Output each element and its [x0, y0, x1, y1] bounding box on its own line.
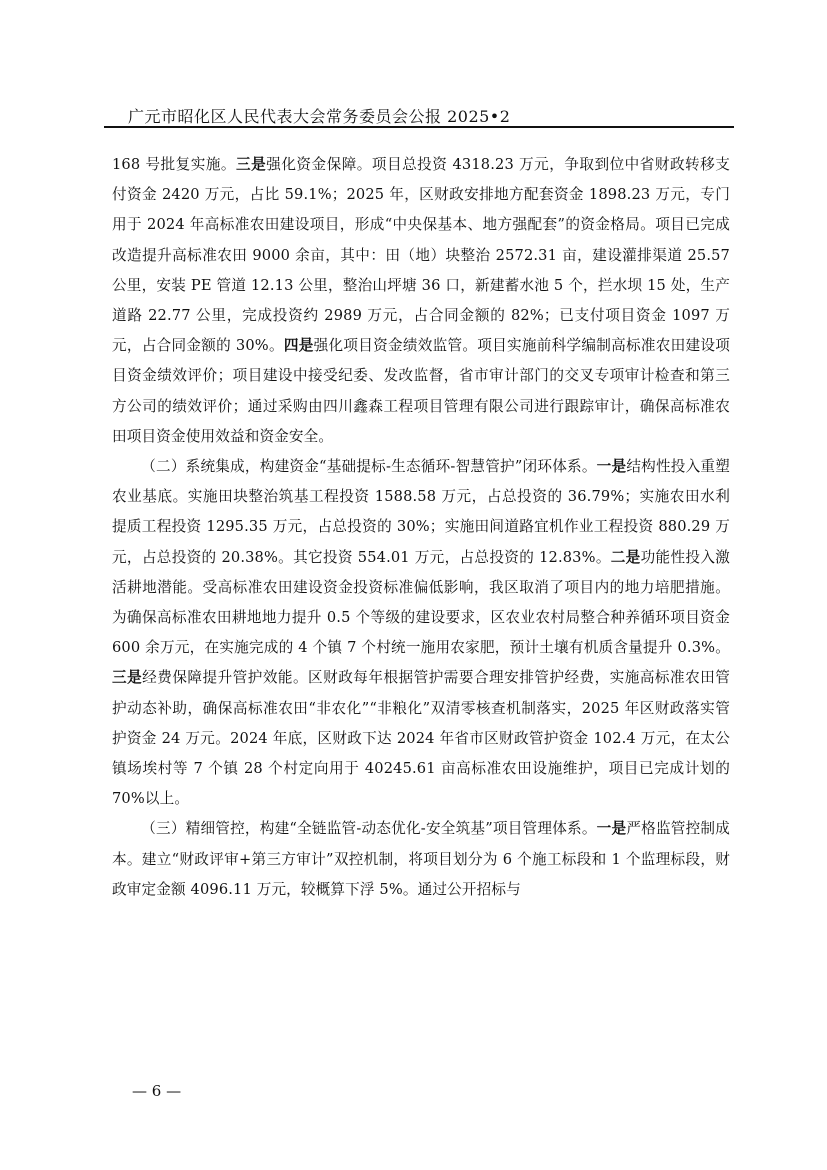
header-divider [104, 126, 734, 128]
paragraph-fine-control [112, 814, 730, 905]
section-heading: （二）系统集成，构建资金“基础提标-生态循环-智慧管护”闭环体系。 [141, 458, 597, 476]
emphasis-label: 三是 [236, 156, 267, 173]
bulletin-header-title: 广元市昭化区人民代表大会常务委员会公报 2025•2 [128, 107, 511, 126]
paragraph-text: 功能性投入激活耕地潜能。受高标准农田建设资金投资标准偏低影响，我区取消了项目内的地力培肥措施。为确保高标准农田耕地地力提升 0.5 个等级的建设要求，区农业农村局整合种养循环项目资金 600 余万元，在实施完成的 4 个镇 7 个村统一施用农家肥，预计土壤有机质含量提升 0.3%。 [112, 548, 730, 657]
paragraph-text: 强化项目资金绩效监管。项目实施前科学编制高标准农田建设项目资金绩效评价；项目建设中接受纪委、发改监督，省市审计部门的交叉专项审计检查和第三方公司的绩效评价；通过采购由四川鑫森工程项目管理有限公司进行跟踪审计，确保高标准农田项目资金使用效益和资金安全。 [112, 337, 730, 445]
emphasis-label: 三是 [112, 669, 143, 687]
paragraph-funding-guarantee [112, 150, 730, 452]
section-heading: （三）精细管控，构建“全链监管-动态优化-安全筑基”项目管理体系。 [141, 820, 597, 838]
page-number: — 6 — [132, 1082, 182, 1100]
emphasis-label: 一是 [596, 820, 627, 838]
document-body [112, 150, 730, 905]
emphasis-label: 一是 [596, 458, 627, 476]
paragraph-text: 结构性投入重塑农业基底。实施田块整治筑基工程投资 1588.58 万元，占总投资的 36.79%；实施农田水利提质工程投资 1295.35 万元，占总投资的 30%；实施田间道路宜机作业工程投资 880.29 万元，占总投资的 20.38%。其它投资 554.01 万元，占总投资的 12.83%。 [112, 458, 730, 566]
paragraph-text: 168 号批复实施。 [112, 156, 237, 173]
emphasis-label: 二是 [610, 548, 641, 566]
paragraph-text: 严格监管控制成本。建立“财政评审+第三方审计”双控机制，将项目划分为 6 个施工标段和 1 个监理标段，财政审定金额 4096.11 万元，较概算下浮 5%。通过公开招标与 [112, 820, 730, 898]
paragraph-text: 经费保障提升管护效能。区财政每年根据管护需要合理安排管护经费，实施高标准农田管护动态补助，确保高标准农田“非农化”“非粮化”双清零核查机制落实，2025 年区财政落实管护资金 24 万元。2024 年底，区财政下达 2024 年省市区财政管护资金 102.4 万元，在太公镇场埃村等 7 个镇 28 个村定向用于 40245.61 亩高标准农田设施维护，项目已完成计划的 70%以上。 [112, 669, 730, 808]
emphasis-label: 四是 [283, 337, 314, 355]
paragraph-system-integration [112, 452, 730, 814]
paragraph-text: 强化资金保障。项目总投资 4318.23 万元，争取到位中省财政转移支付资金 2420 万元，占比 59.1%；2025 年，区财政安排地方配套资金 1898.23 万元，专门用于 2024 年高标准农田建设项目，形成“中央保基本、地方强配套”的资金格局。项目已完成改造提升高标准农田 9000 余亩，其中：田（地）块整治 2572.31 亩，建设灌排渠道 25.57 公里，安装 PE 管道 12.13 公里，整治山坪塘 36 口，新建蓄水池 5 个，拦水坝 15 处，生产道路 22.77 公里，完成投资约 2989 万元，占合同金额的 82%；已支付项目资金 1097 万元，占合同金额的 30%。 [112, 156, 730, 355]
